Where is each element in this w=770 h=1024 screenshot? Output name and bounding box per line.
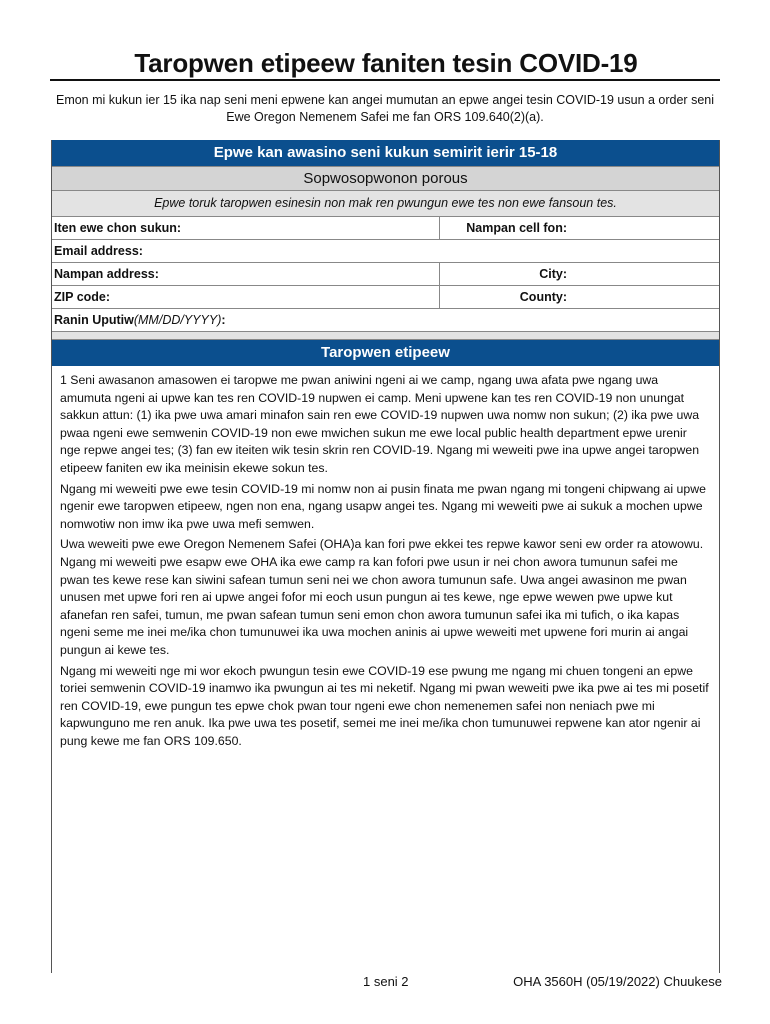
instruction-text: Epwe toruk taropwen esinesin non mak ren pwungun ewe tes non ewe fansoun tes. (52, 191, 719, 217)
row-dob (52, 309, 719, 332)
form-identifier: OHA 3560H (05/19/2022) Chuukese (513, 974, 722, 989)
email-label: Email address: (54, 244, 143, 258)
row-zip-county (52, 286, 719, 309)
consent-body (60, 372, 710, 753)
cell-phone-label: Nampan cell fon: (466, 221, 567, 235)
section-header-student-info: Epwe kan awasino seni kukun semirit ierir 15-18 (52, 140, 719, 166)
city-label: City: (539, 267, 567, 281)
row-email (52, 240, 719, 263)
field-divider (439, 263, 440, 285)
consent-paragraph: Uwa weweiti pwe ewe Oregon Nemenem Safei (OHA)a kan fori pwe ekkei tes repwe kawor seni ew order ra atowowu. Ngang mi weweiti pwe esapw ewe OHA ika ewe camp ra kan fofori pwe usun ir nei chon awora tumunun safei me pwan tes kewe rese kan siwini safean tumun seni nei we chon awora tumunun safe. Uwa angei awasinon me pwan unusen met upwe fori ren ai upwe angei fofor mi eoch usun pungun ai tes kewe, nge epwe wewen pwe upwe kut afanefan ren safei, tumun, me pwan safean tumun seni emon chon awora tumunun safei ika mi tufich, o ika kapas ngeni seme me inei me/ika chon tumunuwei ika uwa mochen aninis ai upwe weweiti met upwene fori murin ai angai pungun ai kewe tes. (60, 537, 704, 657)
zip-label: ZIP code: (54, 290, 111, 304)
consent-form (51, 140, 720, 973)
row-name-cell (52, 217, 719, 240)
consent-paragraph: Ngang mi weweiti pwe ewe tesin COVID-19 mi nomw non ai pusin finata me pwan ngang mi tongeni chipwang ai upwe ngenir ewe taropwen etipeew, ngen non ena, ngang usapw angei tes. Ngang mi weweiti pwe ai sukuk a mochen upwe nomwotiw non imw ika pwe uwa mefi semwen. (60, 481, 706, 531)
page-number: 1 seni 2 (363, 974, 409, 989)
address-label: Nampan address: (54, 267, 159, 281)
consent-paragraph: Ngang mi weweiti nge mi wor ekoch pwungun tesin ewe COVID-19 ese pwung me ngang mi chuen tongeni an epwe toriei semwenin COVID-19 inamwo ika pwungun ai tes mi neketif. Ngang mi pwan weweiti pwe ika pwe ai tes mi posetif ren COVID-19, ewe pungun tes epwe chok pwan tour ngeni ewe chon nemenemen safei non neniach pwe mi kapwunguno me ren anuk. Ika pwe uwa tes posetif, semei me inei me/ika chon tumunuwei repwene kan ator ngenir ai pung kewe me fan ORS 109.650. (60, 663, 709, 748)
dob-label: Ranin Uputiw(MM/DD/YYYY): (54, 313, 226, 327)
section-subheader: Sopwosopwonon porous (52, 166, 719, 191)
field-divider (439, 217, 440, 239)
section-header-consent: Taropwen etipeew (52, 340, 719, 366)
row-address-city (52, 263, 719, 286)
consent-paragraph: 1 Seni awasanon amasowen ei taropwe me pwan aniwini ngeni ai we camp, ngang uwa afata pwe ngang uwa amumuta ngeni ai upwe kan tes ren COVID-19 nupwen ei camp. Meni upwene kan tes ren COVID-19 non unungat sakkun attun: (1) ika pwe uwa amari minafon sain ren ewe COVID-19 nupwen uwa nomw non sukun; (2) ika pwe uwa pwaa ngeni ewe semwenin COVID-19 non ewe mwichen sukun me ewe local public health department epwe urenir nge repwe angei tes; (3) fan ew iteiten wik tesin skrin ren COVID-19. Ngang mi weweiti pwe ina upwe angei taropwen etipeew faniten ew ika meinisin ekewe sokun tes. (60, 373, 700, 475)
intro-text: Emon mi kukun ier 15 ika nap seni meni epwene kan angei mumutan an epwe angei tesin COVID-19 usun a order seni Ewe Oregon Nemenem Safei me fan ORS 109.640(2)(a). (55, 93, 714, 124)
student-name-label: Iten ewe chon sukun: (54, 221, 182, 235)
section-spacer (52, 332, 719, 340)
document-title: Taropwen etipeew faniten tesin COVID-19 (134, 48, 638, 78)
field-divider (439, 286, 440, 308)
county-label: County: (519, 290, 567, 304)
dob-format: (MM/DD/YYYY) (133, 313, 222, 327)
title-underline (50, 79, 720, 81)
